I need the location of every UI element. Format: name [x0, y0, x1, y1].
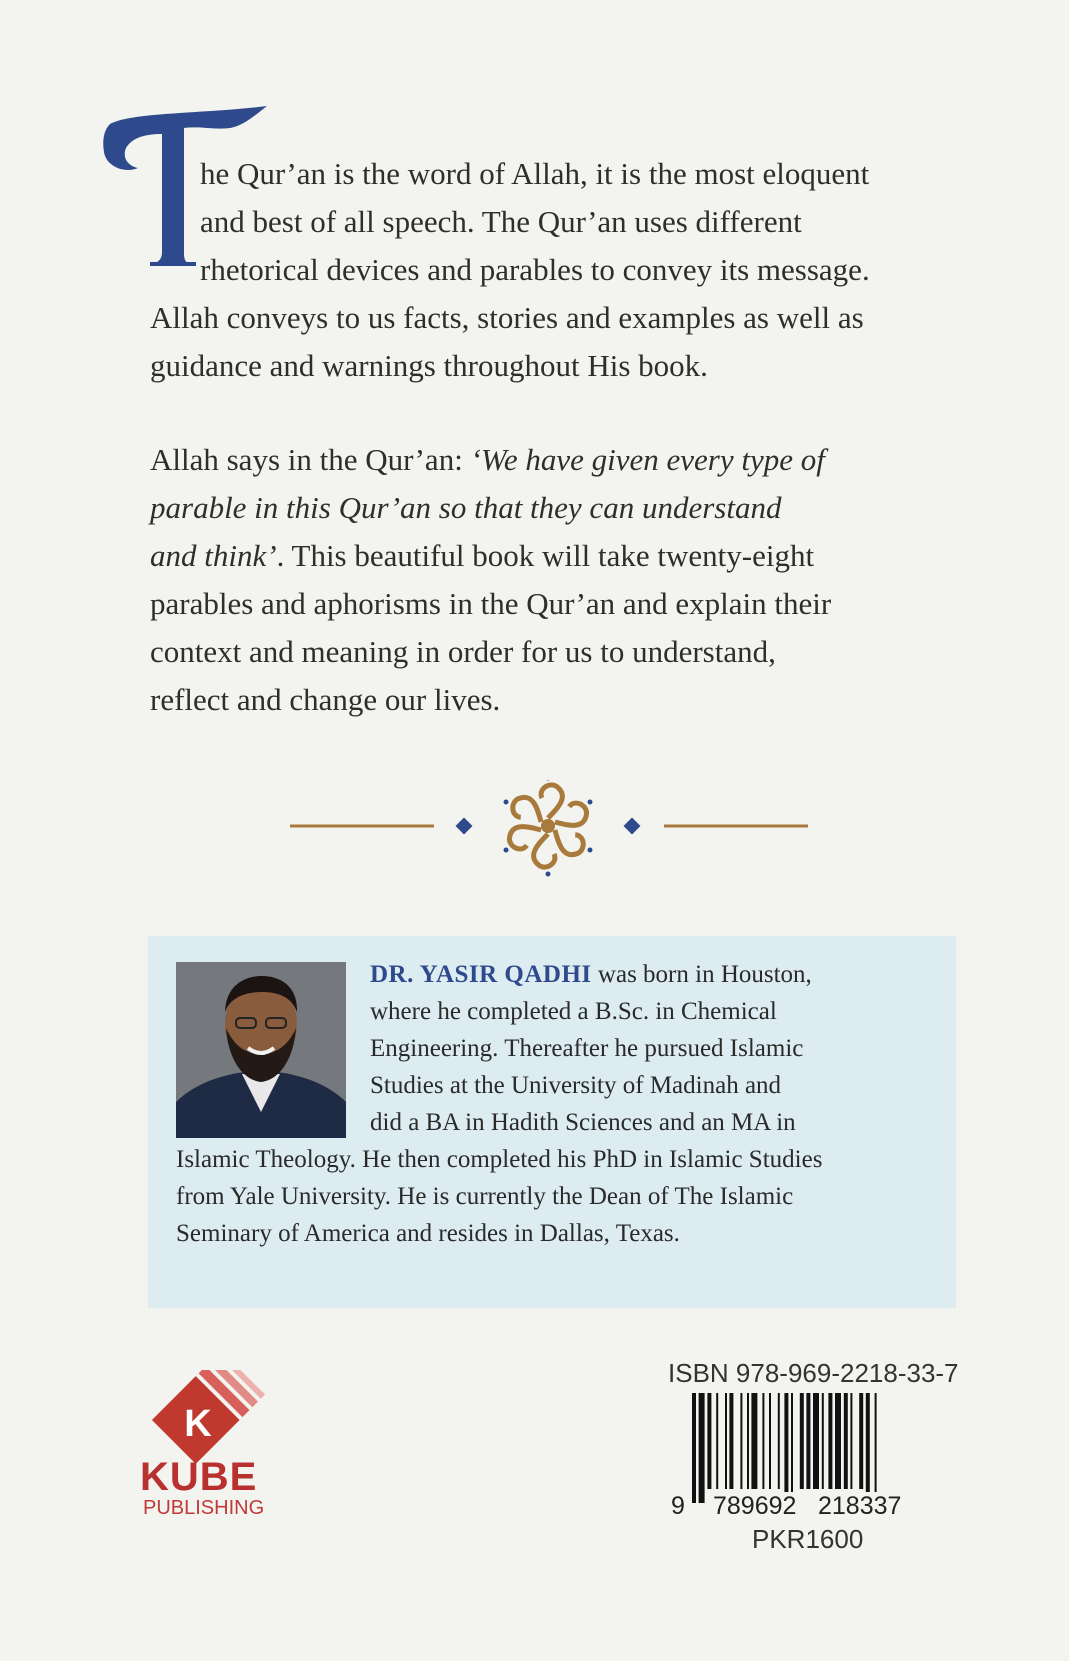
- floral-rosette-icon: [505, 785, 590, 867]
- barcode-digit-first: 9: [668, 1492, 688, 1521]
- blurb-line: he Qur’an is the word of Allah, it is the most eloquent: [200, 156, 870, 191]
- ornament-divider: [0, 780, 1069, 900]
- blurb-text: [150, 150, 990, 724]
- barcode-bar: [822, 1393, 824, 1489]
- bio-line: did a BA in Hadith Sciences and an MA in: [370, 1109, 796, 1136]
- barcode-bar: [778, 1393, 780, 1489]
- author-bio: [176, 956, 936, 1252]
- barcode-bar: [751, 1393, 757, 1489]
- price-label: PKR1600: [752, 1524, 864, 1554]
- barcode-bar: [725, 1393, 727, 1489]
- barcode-bar: [729, 1393, 733, 1489]
- publisher-name: KUBE: [140, 1455, 258, 1499]
- isbn-label: ISBN 978-969-2218-33-7: [668, 1358, 959, 1388]
- barcode-bar: [762, 1393, 764, 1489]
- blurb-line: parables and aphorisms in the Qur’an and explain their: [150, 586, 832, 621]
- bio-line: Islamic Theology. He then completed his PhD in Islamic Studies: [176, 1146, 823, 1173]
- author-name: DR. YASIR QADHI: [370, 961, 592, 988]
- quran-quote: and think’: [150, 538, 277, 573]
- barcode-bar: [716, 1393, 718, 1489]
- barcode-bar: [747, 1393, 749, 1489]
- author-bio-box: [148, 936, 956, 1308]
- blurb-line: [150, 532, 990, 580]
- diamond-icon: [624, 818, 641, 835]
- blurb-line: and best of all speech. The Qur’an uses different: [200, 204, 802, 239]
- blurb-fragment: . This beautiful book will take twenty-eight: [276, 538, 815, 573]
- blurb-line: rhetorical devices and parables to convey its message.: [200, 252, 870, 287]
- bio-line: [176, 956, 936, 993]
- bio-line: Studies at the University of Madinah and: [370, 1072, 782, 1099]
- barcode-bar: [800, 1393, 804, 1489]
- bio-line: from Yale University. He is currently the Dean of The Islamic: [176, 1183, 794, 1210]
- barcode-icon: [690, 1393, 940, 1503]
- quran-quote: ‘We have given every type of: [470, 442, 825, 477]
- barcode-bar: [828, 1393, 832, 1489]
- barcode-bar: [844, 1393, 848, 1489]
- barcode-bar: [769, 1393, 771, 1489]
- barcode-bar: [707, 1393, 711, 1489]
- barcode-bar: [784, 1393, 788, 1503]
- publisher-logo-letter: K: [184, 1403, 212, 1445]
- blurb-line: Allah conveys to us facts, stories and examples as well as: [150, 300, 864, 335]
- barcode-bar: [850, 1393, 852, 1489]
- bio-line: Engineering. Thereafter he pursued Islamic: [370, 1035, 804, 1062]
- blurb-line: [150, 484, 990, 532]
- barcode-bar: [699, 1393, 705, 1503]
- barcode-bar: [866, 1393, 870, 1503]
- blurb-line: context and meaning in order for us to understand,: [150, 634, 776, 669]
- barcode-bar: [835, 1393, 841, 1489]
- bio-line: Seminary of America and resides in Dallas, Texas.: [176, 1220, 680, 1247]
- barcode-bar: [692, 1393, 696, 1503]
- quote-intro: Allah says in the Qur’an:: [150, 442, 471, 477]
- barcode-digits-left: 789692: [710, 1492, 799, 1521]
- barcode-digits-right: 218337: [815, 1492, 904, 1521]
- quran-quote: parable in this Qur’an so that they can understand: [150, 490, 782, 525]
- barcode-bar: [791, 1393, 793, 1503]
- bio-fragment: was born in Houston,: [591, 961, 812, 988]
- barcode-bar: [813, 1393, 819, 1489]
- publisher-subtitle: PUBLISHING: [143, 1497, 265, 1519]
- barcode-bar: [859, 1393, 863, 1489]
- blurb-line: reflect and change our lives.: [150, 682, 501, 717]
- barcode-bar: [806, 1393, 810, 1489]
- barcode-bar: [740, 1393, 742, 1489]
- blurb-line: [150, 436, 990, 484]
- diamond-icon: [456, 818, 473, 835]
- barcode-bar: [875, 1393, 877, 1503]
- bio-line: where he completed a B.Sc. in Chemical: [370, 998, 777, 1025]
- blurb-line: guidance and warnings throughout His book.: [150, 348, 708, 383]
